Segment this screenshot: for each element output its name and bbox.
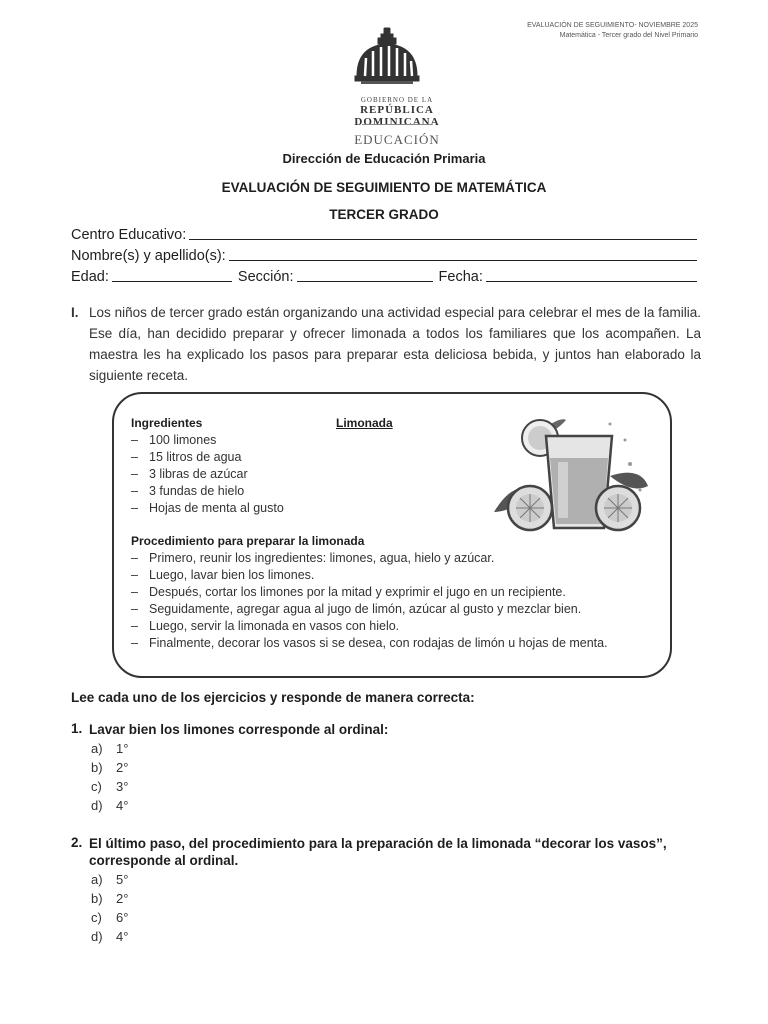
name-field-row xyxy=(71,246,697,264)
answer-option[interactable]: d) 4° xyxy=(91,929,129,944)
section-input-line[interactable] xyxy=(297,267,433,282)
procedure-step: – Primero, reunir los ingredientes: limones, agua, hielo y azúcar. xyxy=(131,551,495,565)
school-label: Centro Educativo: xyxy=(71,227,187,243)
header-note-line2: Matemática - Tercer grado del Nivel Primario xyxy=(559,32,698,39)
age-section-date-row xyxy=(71,267,697,285)
procedure-step: – Luego, servir la limonada en vasos con hielo. xyxy=(131,619,400,633)
answer-options xyxy=(71,870,711,946)
question-2 xyxy=(71,835,711,946)
logo-text-educacion: EDUCACIÓN xyxy=(354,132,440,147)
evaluation-title: EVALUACIÓN DE SEGUIMIENTO DE MATEMÁTICA xyxy=(221,180,547,195)
ingredients-title: Ingredientes xyxy=(131,416,203,430)
ingredient-item: – 3 fundas de hielo xyxy=(131,484,245,498)
answer-options xyxy=(71,739,711,815)
header-note-line1: EVALUACIÓN DE SEGUIMIENTO- NOVIEMBRE 2025 xyxy=(527,22,698,29)
name-input-line[interactable] xyxy=(229,246,697,261)
procedure-title: Procedimiento para preparar la limonada xyxy=(131,534,365,548)
header-note xyxy=(527,21,698,41)
ingredients-list xyxy=(131,432,284,517)
ingredient-item: – 3 libras de azúcar xyxy=(131,467,248,481)
answer-option[interactable]: c) 6° xyxy=(91,910,129,925)
lemonade-glass-icon xyxy=(490,412,652,534)
recipe-title: Limonada xyxy=(336,416,393,430)
intro-number: I. xyxy=(71,305,79,320)
direction-title: Dirección de Educación Primaria xyxy=(282,151,486,166)
answer-option[interactable]: b) 2° xyxy=(91,760,129,775)
name-label: Nombre(s) y apellido(s): xyxy=(71,248,226,264)
question-1 xyxy=(71,721,711,815)
question-text: El último paso, del procedimiento para la preparación de la limonada “decorar los vasos”, corresponde al ordinal. xyxy=(89,836,667,868)
procedure-step: – Después, cortar los limones por la mitad y exprimir el jugo en un recipiente. xyxy=(131,585,566,599)
procedure-step: – Luego, lavar bien los limones. xyxy=(131,568,315,582)
ingredient-item: – 100 limones xyxy=(131,433,217,447)
date-label: Fecha: xyxy=(438,269,483,285)
ingredient-item: – 15 litros de agua xyxy=(131,450,242,464)
procedure-list xyxy=(131,550,608,652)
question-text: Lavar bien los limones corresponde al ordinal: xyxy=(89,722,389,737)
answer-option[interactable]: a) 5° xyxy=(91,872,129,887)
age-label: Edad: xyxy=(71,269,109,285)
logo-divider xyxy=(362,124,432,125)
ingredient-item: – Hojas de menta al gusto xyxy=(131,501,284,515)
question-number: 1. xyxy=(71,721,83,736)
school-input-line[interactable] xyxy=(189,225,697,240)
question-number: 2. xyxy=(71,835,83,850)
logo-text-republica: REPÚBLICA DOMINICANA xyxy=(354,104,440,128)
recipe-box xyxy=(112,392,672,678)
section-label: Sección: xyxy=(237,269,294,285)
school-field-row xyxy=(71,225,697,243)
answer-option[interactable]: d) 4° xyxy=(91,798,129,813)
procedure-step: – Finalmente, decorar los vasos si se desea, con rodajas de limón u hojas de menta. xyxy=(131,636,608,650)
answer-option[interactable]: b) 2° xyxy=(91,891,129,906)
instruction-text: Lee cada uno de los ejercicios y responde de manera correcta: xyxy=(71,690,475,705)
answer-option[interactable]: c) 3° xyxy=(91,779,129,794)
logo-text-gobierno: GOBIERNO DE LA xyxy=(360,96,434,104)
answer-option[interactable]: a) 1° xyxy=(91,741,129,756)
grade-title: TERCER GRADO xyxy=(329,207,439,222)
procedure-step: – Seguidamente, agregar agua al jugo de limón, azúcar al gusto y mezclar bien. xyxy=(131,602,582,616)
dome-seal-icon xyxy=(351,26,423,106)
intro-text: Los niños de tercer grado están organizando una actividad especial para celebrar el mes de la familia. Ese día, han decidido preparar y ofrecer limonada a todos los familiares que los acompañen. La maestra les ha explicado los pasos para preparar esta deliciosa bebida, y juntos han elaborado la siguiente receta. xyxy=(89,305,701,383)
intro-paragraph xyxy=(71,302,701,386)
age-input-line[interactable] xyxy=(112,267,232,282)
date-input-line[interactable] xyxy=(486,267,697,282)
